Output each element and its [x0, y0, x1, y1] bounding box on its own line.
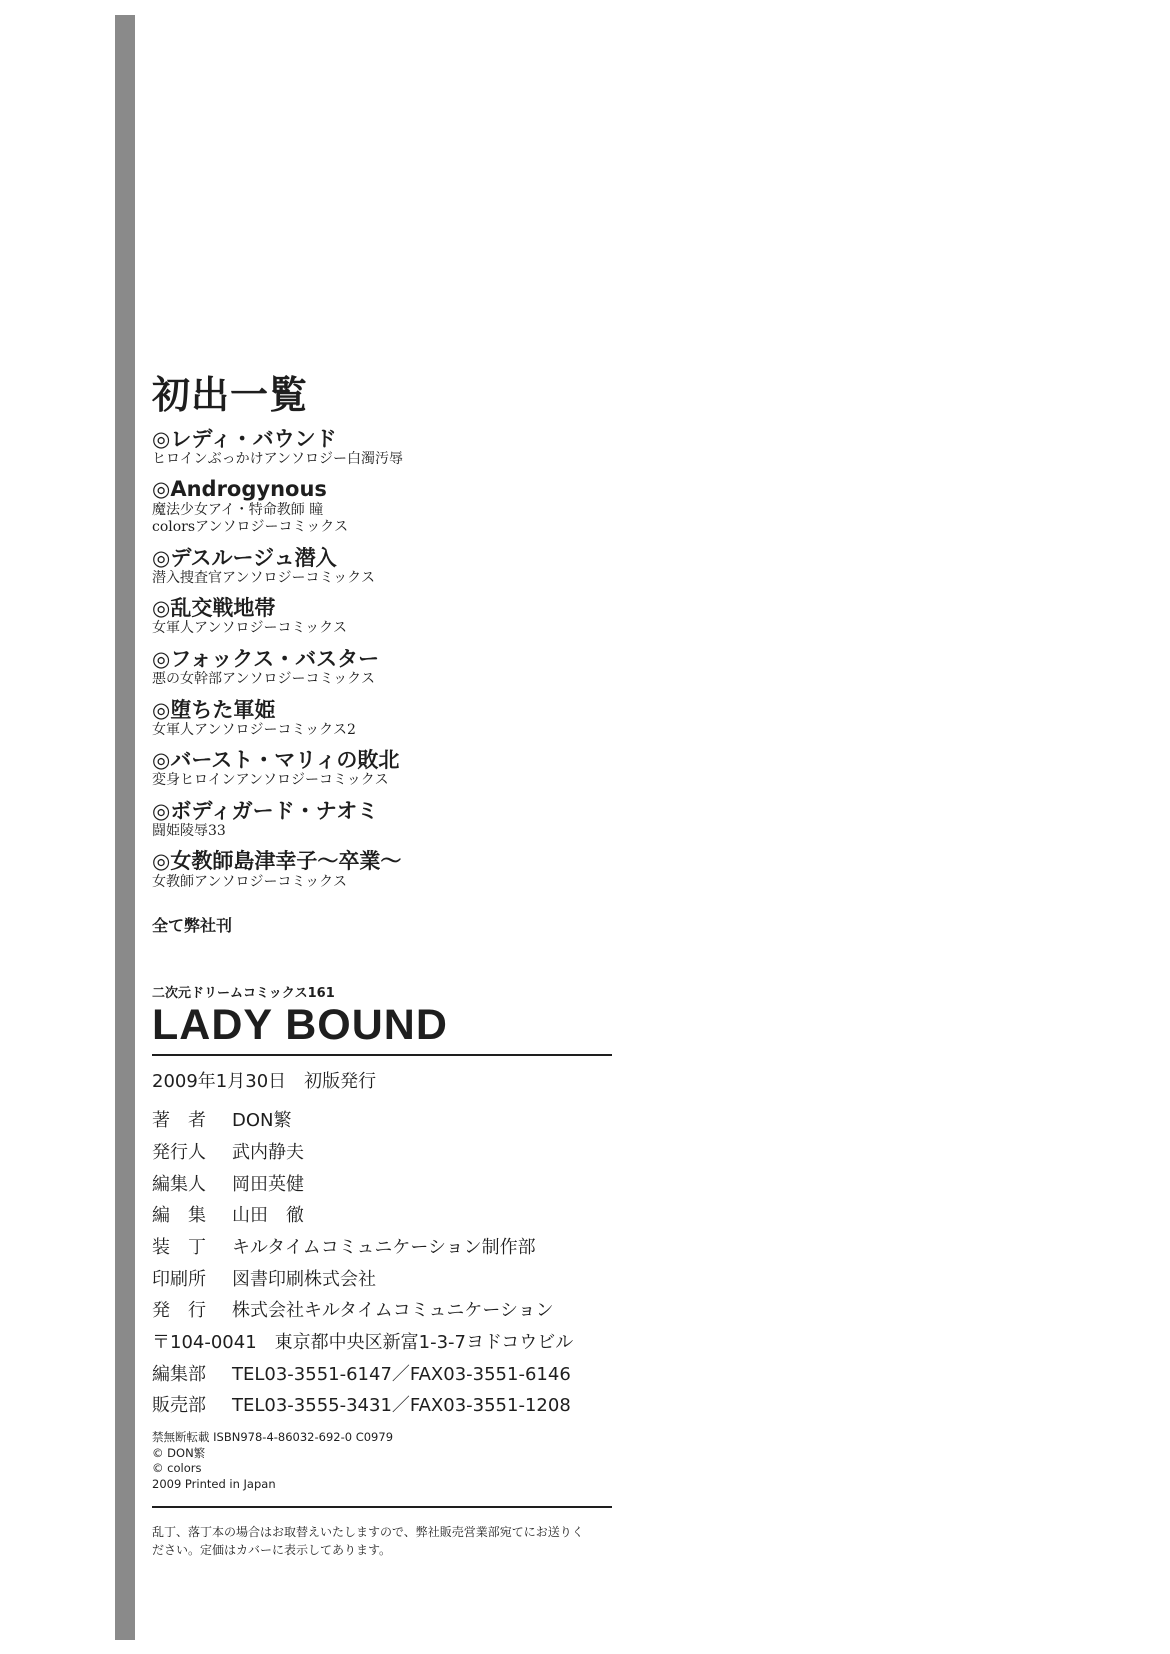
story-title: ◎ ボディガード・ナオミ: [152, 799, 612, 823]
spine-bar: [115, 15, 135, 1640]
story-title: ◎ 乱交戦地帯: [152, 596, 612, 620]
credit-label: 発行人: [152, 1141, 206, 1163]
first-appearance-list: [152, 427, 612, 891]
contact-label: 販売部: [152, 1395, 206, 1417]
credit-row: [152, 1137, 612, 1169]
credit-label: 印刷所: [152, 1268, 206, 1290]
credit-row: [152, 1105, 612, 1137]
contact-row: [152, 1390, 612, 1422]
credit-row: [152, 1264, 612, 1296]
credit-label: 装 丁: [152, 1236, 206, 1258]
publisher-address: 〒104-0041 東京都中央区新富1-3-7ヨドコウビル: [152, 1332, 574, 1354]
credit-label: 編 集: [152, 1205, 206, 1227]
story-title: ◎ Androgynous: [152, 477, 612, 501]
credit-label: 著 者: [152, 1110, 206, 1132]
story-source: 女軍人アンソロジーコミックス2: [152, 721, 356, 738]
credit-value: キルタイムコミュニケーション制作部: [232, 1236, 536, 1258]
contact-value: TEL03-3555-3431／FAX03-3551-1208: [232, 1395, 571, 1417]
story-title: ◎ フォックス・バスター: [152, 647, 612, 671]
divider: [152, 1054, 612, 1056]
credit-value: 岡田英健: [232, 1173, 304, 1195]
story-source: 潜入捜査官アンソロジーコミックス: [152, 569, 376, 586]
credit-label: 発 行: [152, 1300, 206, 1322]
credit-value: 山田 徹: [232, 1205, 304, 1227]
isbn-line: 禁無断転載 ISBN978-4-86032-692-0 C0979: [152, 1430, 394, 1445]
contact-label: 編集部: [152, 1363, 206, 1385]
story-title: ◎ 女教師島津幸子～卒業～: [152, 849, 612, 873]
story-title: ◎ バースト・マリィの敗北: [152, 748, 612, 772]
list-item: [152, 546, 612, 588]
credit-row: [152, 1232, 612, 1264]
credit-row: [152, 1295, 612, 1327]
publisher-note: 全て弊社刊: [152, 916, 233, 936]
story-source: 女軍人アンソロジーコミックス: [152, 620, 348, 637]
list-item: [152, 596, 612, 638]
credit-value: DON繁: [232, 1110, 292, 1132]
list-item: [152, 427, 612, 469]
story-title: ◎ デスルージュ潜入: [152, 546, 612, 570]
list-item: [152, 477, 612, 536]
credit-label: 編集人: [152, 1173, 206, 1195]
list-item: [152, 698, 612, 740]
printed-line: 2009 Printed in Japan: [152, 1476, 276, 1491]
credit-value: 図書印刷株式会社: [232, 1268, 376, 1290]
credit-value: 株式会社キルタイムコミュニケーション: [232, 1300, 554, 1322]
story-source: 闘姫陵辱33: [152, 822, 226, 839]
story-title: ◎ レディ・バウンド: [152, 427, 612, 451]
story-source: 悪の女幹部アンソロジーコミックス: [152, 671, 376, 687]
list-item: [152, 849, 612, 891]
credit-row: [152, 1200, 612, 1232]
contact-row: [152, 1359, 612, 1391]
fine-print: [152, 1430, 612, 1492]
story-source: 魔法少女アイ・特命教師 瞳: [152, 501, 324, 518]
credit-value: 武内静夫: [232, 1141, 304, 1163]
list-item: [152, 647, 612, 689]
story-title: ◎ 堕ちた軍姫: [152, 698, 612, 722]
replacement-notice: 乱丁、落丁本の場合はお取替えいたしますので、弊社販売営業部宛てにお送りください。定価はカバーに表示してあります。: [152, 1525, 584, 1558]
story-source: 変身ヒロインアンソロジーコミックス: [152, 772, 389, 789]
story-source: ヒロインぶっかけアンソロジー白濁汚辱: [152, 450, 404, 467]
first-appearance-heading: 初出一覧: [152, 373, 309, 417]
copyright-colors: © colors: [152, 1461, 202, 1476]
credits-table: [152, 1105, 612, 1422]
contact-value: TEL03-3551-6147／FAX03-3551-6146: [232, 1363, 571, 1385]
copyright-author: © DON繁: [152, 1445, 206, 1460]
colophon: [152, 375, 612, 1559]
publication-date: 2009年1月30日 初版発行: [152, 1071, 377, 1093]
credit-row: [152, 1169, 612, 1201]
series-label: 二次元ドリームコミックス161: [152, 986, 335, 1002]
list-item: [152, 799, 612, 841]
story-source: 女教師アンソロジーコミックス: [152, 873, 348, 890]
list-item: [152, 748, 612, 790]
divider: [152, 1506, 612, 1508]
story-source: colorsアンソロジーコミックス: [152, 519, 349, 536]
book-title: LADY BOUND: [152, 1001, 448, 1050]
